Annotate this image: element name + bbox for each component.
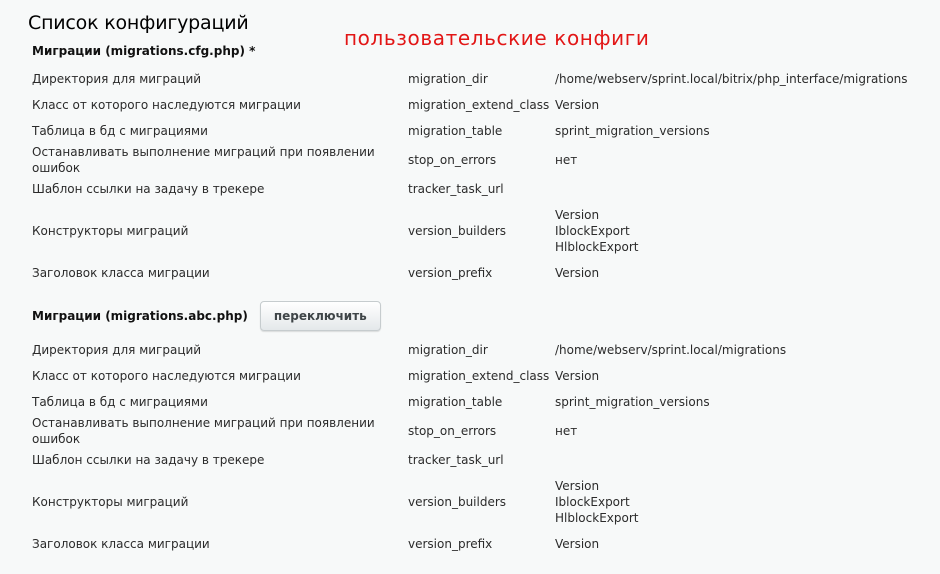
option-value-list bbox=[555, 207, 912, 255]
config-row-migration-extend-class bbox=[32, 363, 912, 389]
option-value: /home/webserv/sprint.local/migrations bbox=[555, 343, 787, 357]
option-label: Таблица в бд с миграциями bbox=[32, 395, 208, 409]
option-label: Шаблон ссылки на задачу в трекере bbox=[32, 453, 265, 467]
option-value: Version bbox=[555, 98, 600, 112]
config-row-version-builders bbox=[32, 202, 912, 260]
config-row-stop-on-errors bbox=[32, 415, 912, 447]
option-key: migration_table bbox=[408, 395, 503, 409]
option-label: Таблица в бд с миграциями bbox=[32, 124, 208, 138]
option-key: version_prefix bbox=[408, 537, 493, 551]
option-value: sprint_migration_versions bbox=[555, 124, 710, 138]
config-row-migration-table bbox=[32, 389, 912, 415]
option-key: migration_extend_class bbox=[408, 98, 550, 112]
option-key: tracker_task_url bbox=[408, 453, 504, 467]
option-key: migration_dir bbox=[408, 72, 488, 86]
option-label: Шаблон ссылки на задачу в трекере bbox=[32, 182, 265, 196]
config-row-stop-on-errors bbox=[32, 144, 912, 176]
option-key: tracker_task_url bbox=[408, 182, 504, 196]
option-key: version_builders bbox=[408, 495, 507, 509]
option-key: stop_on_errors bbox=[408, 153, 497, 167]
config-title: Миграции (migrations.abc.php) bbox=[32, 309, 248, 323]
switch-config-button[interactable]: переключить bbox=[260, 301, 381, 331]
config-row-migration-dir bbox=[32, 337, 912, 363]
option-label: Класс от которого наследуются миграции bbox=[32, 369, 301, 383]
option-value: sprint_migration_versions bbox=[555, 395, 710, 409]
config-row-tracker-task-url bbox=[32, 176, 912, 202]
config-row-version-builders bbox=[32, 473, 912, 531]
option-label: Конструкторы миграций bbox=[32, 495, 189, 509]
option-value: Version bbox=[555, 266, 600, 280]
option-key: migration_extend_class bbox=[408, 369, 550, 383]
config-table bbox=[32, 66, 912, 286]
option-value-item: Version bbox=[555, 479, 600, 493]
option-key: migration_table bbox=[408, 124, 503, 138]
page-title: Список конфигураций bbox=[28, 12, 249, 34]
option-value: Version bbox=[555, 537, 600, 551]
option-label: Останавливать выполнение миграций при появлении ошибок bbox=[32, 416, 375, 446]
option-value-item: IblockExport bbox=[555, 224, 630, 238]
config-row-version-prefix bbox=[32, 531, 912, 557]
config-row-tracker-task-url bbox=[32, 447, 912, 473]
option-value-item: HlblockExport bbox=[555, 511, 639, 525]
option-label: Класс от которого наследуются миграции bbox=[32, 98, 301, 112]
option-key: version_prefix bbox=[408, 266, 493, 280]
option-value-item: IblockExport bbox=[555, 495, 630, 509]
option-value: нет bbox=[555, 153, 578, 167]
custom-configs-annotation: пользовательские конфиги bbox=[344, 26, 650, 50]
config-header bbox=[32, 41, 912, 61]
config-row-migration-extend-class bbox=[32, 92, 912, 118]
config-row-migration-table bbox=[32, 118, 912, 144]
option-label: Заголовок класса миграции bbox=[32, 537, 210, 551]
option-key: version_builders bbox=[408, 224, 507, 238]
config-row-migration-dir bbox=[32, 66, 912, 92]
option-label: Директория для миграций bbox=[32, 343, 202, 357]
option-value-item: Version bbox=[555, 208, 600, 222]
option-value: Version bbox=[555, 369, 600, 383]
option-value: нет bbox=[555, 424, 578, 438]
option-value: /home/webserv/sprint.local/bitrix/php_interface/migrations bbox=[555, 72, 908, 86]
config-section-abc bbox=[32, 300, 912, 557]
option-value-list bbox=[555, 478, 912, 526]
config-header bbox=[32, 300, 912, 332]
option-key: stop_on_errors bbox=[408, 424, 497, 438]
option-label: Останавливать выполнение миграций при появлении ошибок bbox=[32, 145, 375, 175]
config-table bbox=[32, 337, 912, 557]
option-label: Заголовок класса миграции bbox=[32, 266, 210, 280]
config-row-version-prefix bbox=[32, 260, 912, 286]
option-value-item: HlblockExport bbox=[555, 240, 639, 254]
option-key: migration_dir bbox=[408, 343, 488, 357]
config-title: Миграции (migrations.cfg.php) * bbox=[32, 44, 256, 58]
config-section-cfg bbox=[32, 41, 912, 286]
option-label: Директория для миграций bbox=[32, 72, 202, 86]
option-label: Конструкторы миграций bbox=[32, 224, 189, 238]
